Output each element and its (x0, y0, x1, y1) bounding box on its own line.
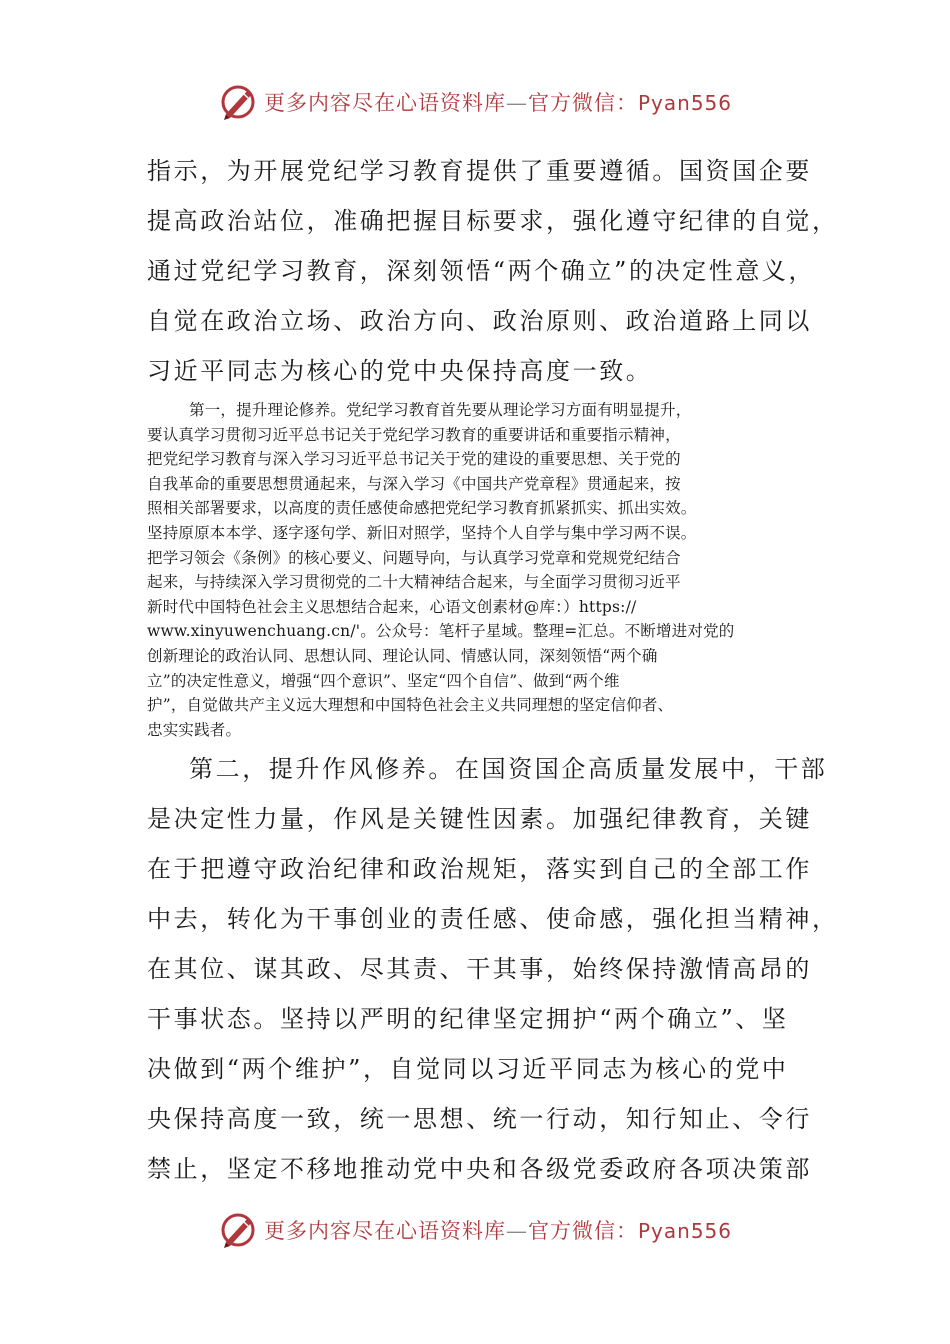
text-line: 在其位、谋其政、尽其责、干其事，始终保持激情高昂的 (147, 955, 812, 983)
text-line: 创新理论的政治认同、思想认同、理论认同、情感认同，深刻领悟“两个确 (147, 646, 658, 665)
banner-dash: — (505, 91, 528, 115)
banner-title: 更多内容尽在心语资料库 (263, 1219, 506, 1243)
header-banner (0, 80, 950, 124)
paragraph-small (147, 398, 807, 742)
banner-title: 更多内容尽在心语资料库 (263, 91, 506, 115)
text-line: 起来，与持续深入学习贯彻党的二十大精神结合起来，与全面学习贯彻习近平 (147, 573, 681, 592)
text-line: 是决定性力量，作风是关键性因素。加强纪律教育，关键 (147, 805, 812, 833)
text-line: 提高政治站位，准确把握目标要求，强化遵守纪律的自觉， (147, 207, 839, 235)
text-line: 护”，自觉做共产主义远大理想和中国特色社会主义共同理想的坚定信仰者、 (147, 696, 674, 715)
text-line: 通过党纪学习教育，深刻领悟“两个确立”的决定性意义， (147, 257, 816, 285)
text-line: 自我革命的重要思想贯通起来，与深入学习《中国共产党章程》贯通起来，按 (147, 474, 681, 493)
text-line: 央保持高度一致，统一思想、统一行动，知行知止、令行 (147, 1105, 812, 1133)
paragraph-bottom (147, 744, 839, 1194)
text-line: 干事状态。坚持以严明的纪律坚定拥护“两个确立”、坚 (147, 1005, 789, 1033)
text-line: 忠实实践者。 (147, 720, 242, 739)
text-line: 把党纪学习教育与深入学习习近平总书记关于党的建设的重要思想、关于党的 (147, 450, 681, 469)
text-line: 坚持原原本本学、逐字逐句学、新旧对照学，坚持个人自学与集中学习两不误。 (147, 523, 697, 542)
text-line: 把学习领会《条例》的核心要义、问题导向，与认真学习党章和党规党纪结合 (147, 548, 681, 567)
text-line: 第一，提升理论修养。党纪学习教育首先要从理论学习方面有明显提升， (189, 401, 692, 419)
footer-banner (0, 1208, 950, 1252)
banner-text (264, 1215, 732, 1245)
text-line: 立”的决定性意义，增强“四个意识”、坚定“四个自信”、做到“两个维 (147, 671, 620, 690)
text-line: 在于把遵守政治纪律和政治规矩，落实到自己的全部工作 (147, 855, 812, 883)
text-line: 指示，为开展党纪学习教育提供了重要遵循。国资国企要 (147, 157, 812, 185)
text-line: 要认真学习贯彻习近平总书记关于党纪学习教育的重要讲话和重要指示精神， (147, 425, 681, 444)
text-line: 新时代中国特色社会主义思想结合起来，心语文创素材@库：）https:// (147, 597, 637, 616)
text-line: 照相关部署要求，以高度的责任感使命感把党纪学习教育抓紧抓实、抓出实效。 (147, 499, 697, 518)
text-line: 决做到“两个维护”，自觉同以习近平同志为核心的党中 (147, 1055, 789, 1083)
banner-wechat-id: Pyan556 (637, 1219, 732, 1243)
banner-text (264, 87, 732, 117)
text-line: 中去，转化为干事创业的责任感、使命感，强化担当精神， (147, 905, 839, 933)
pen-logo-icon (218, 82, 258, 122)
pen-logo-icon (218, 1210, 258, 1250)
text-line: 第二，提升作风修养。在国资国企高质量发展中，干部 (189, 755, 828, 783)
text-line: 习近平同志为核心的党中央保持高度一致。 (147, 357, 653, 385)
banner-wechat-label: 官方微信： (527, 91, 638, 115)
banner-wechat-label: 官方微信： (527, 1219, 638, 1243)
text-line: www.xinyuwenchuang.cn/'。公众号：笔杆子星域。整理=汇总。不断增进对党的 (147, 622, 735, 641)
paragraph-top (147, 146, 839, 396)
text-line: 自觉在政治立场、政治方向、政治原则、政治道路上同以 (147, 307, 812, 335)
banner-wechat-id: Pyan556 (637, 91, 732, 115)
banner-dash: — (505, 1219, 528, 1243)
text-line: 禁止，坚定不移地推动党中央和各级党委政府各项决策部 (147, 1155, 812, 1183)
